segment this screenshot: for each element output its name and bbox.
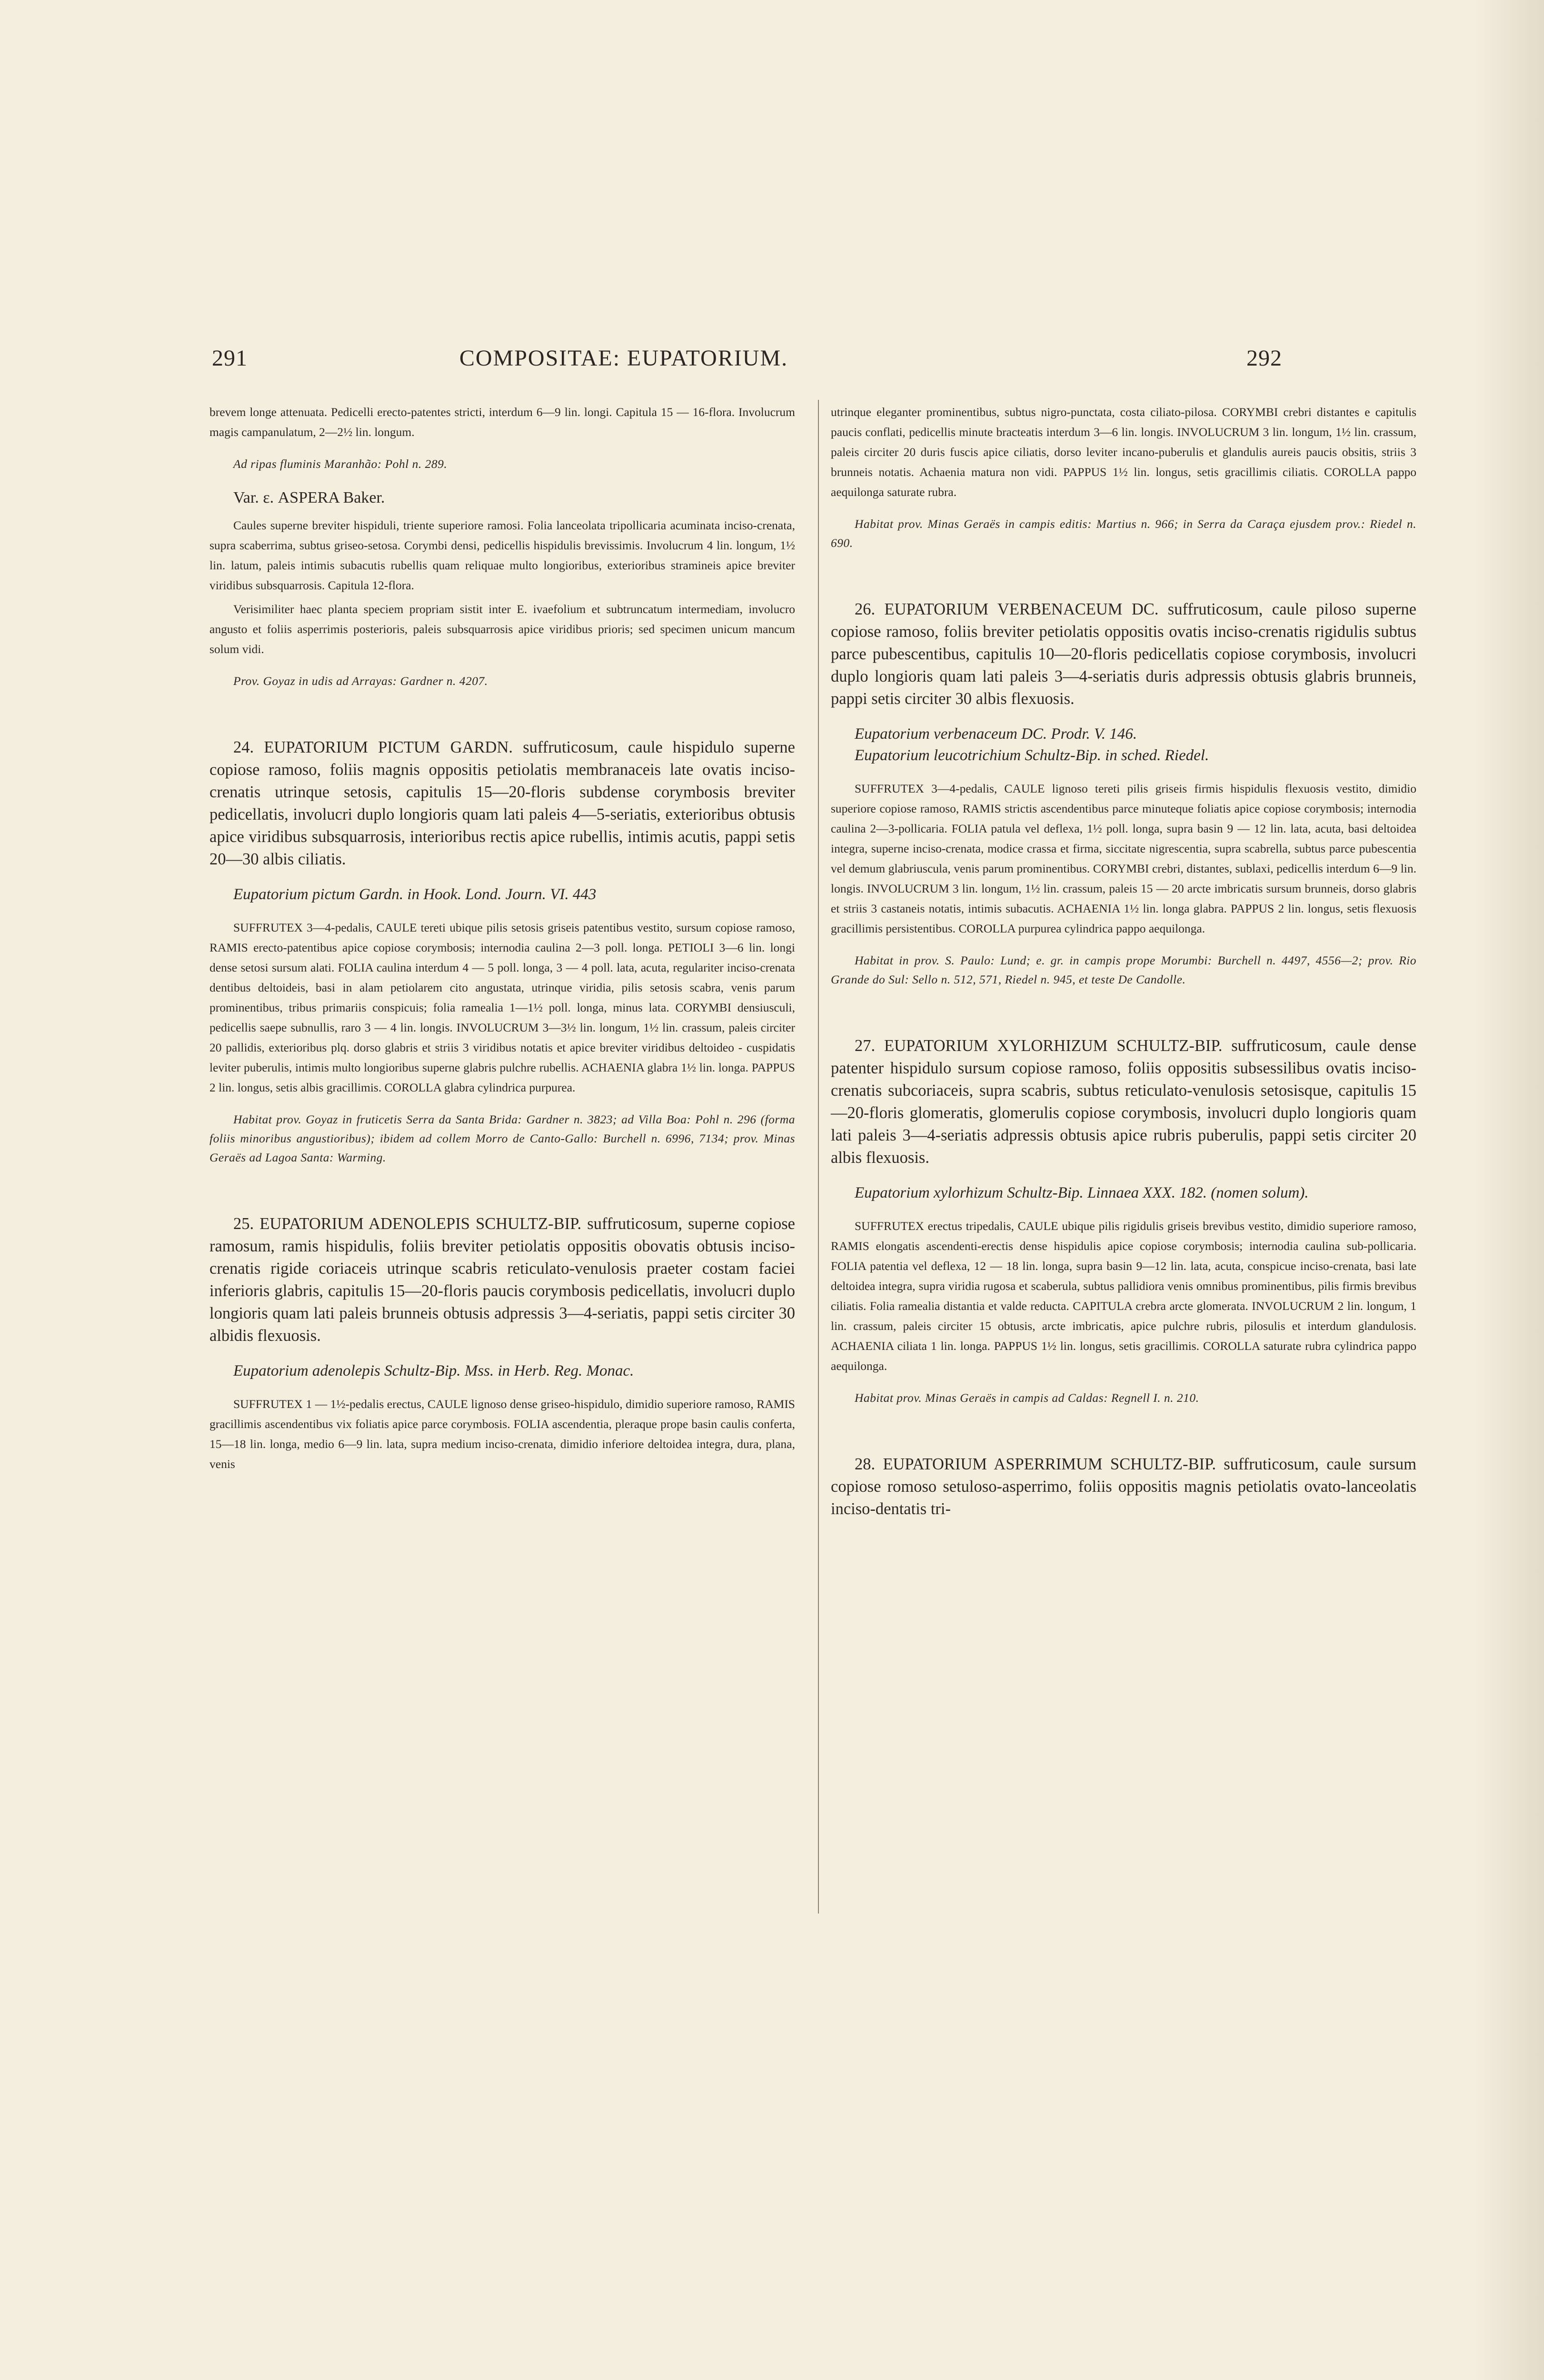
species-diagnosis-28: 28. EUPATORIUM ASPERRIMUM SCHULTZ-BIP. suffruticosum, caule sursum copiose romoso setuloso-asperrimo, foliis oppositis magnis petiolatis ovato-lanceolatis inciso-dentatis tri- [831, 1455, 1416, 1518]
species-description-26: SUFFRUTEX 3—4-pedalis, CAULE lignoso tereti pilis griseis firmis hispidulis flexuosis vestito, dimidio superiore copiose ramoso, RAMIS strictis ascendentibus parce minuteque foliatis apice copiose corymbosis; internodia caulina 2—3-pollicaria. FOLIA patula vel deflexa, 1½ poll. longa, supra basin 9 — 12 lin. lata, acuta, basi deltoidea integra, superne inciso-crenata, modice crassa et firma, siccitate nigrescentia, supra scabrella, subtus parce pubescentia vel demum glabriuscula, venis parum prominentibus. CORYMBI crebri, distantes, sublaxi, pedicellis interdum 6—9 lin. longis. INVOLUCRUM 3 lin. longum, 1½ lin. crassum, paleis 15 — 20 arcte imbricatis sursum brunneis, dorso glabris et striis 3 castaneis notatis, intimis subacutis. ACHAENIA 1½ lin. longa glabra. PAPPUS 2 lin. longus, setis flexuosis gracillimis persistentibus. COROLLA purpurea cylindrica pappo aequilonga. [831, 782, 1416, 935]
right-column [831, 402, 1416, 1529]
page-number-right: 292 [1246, 346, 1282, 371]
variety-heading: Var. ε. ASPERA Baker. [233, 489, 385, 506]
species-diagnosis-26: 26. EUPATORIUM VERBENACEUM DC. suffruticosum, caule piloso superne copiose ramoso, foliis breviter petiolatis oppositis ovatis inciso-crenatis rigidulis subtus parce pubescentibus, capitulis 10—20-floris pedicellatis copiose corymbosis, involucri duplo longioris quam lati paleis 3—4-seriatis duris adpressis obtusis glabris brunneis, pappi setis circiter 30 albis flexuosis. [831, 600, 1416, 708]
variety-description: Caules superne breviter hispiduli, triente superiore ramosi. Folia lanceolata tripollicaria acuminata inciso-crenata, supra scaberrima, subtus griseo-setosa. Corymbi densi, pedicellis hispidulis brevissimis. Involucrum 4 lin. longum, 1½ lin. latum, paleis intimis subacutis rubellis quam reliquae multo longioribus, exterioribus stramineis apice breviter viridibus subsquarrosis. Capitula 12-flora. [209, 518, 795, 592]
page-edge-shadow [1473, 0, 1544, 2380]
left-column [209, 402, 795, 1478]
synonym-line: Eupatorium verbenaceum DC. Prodr. V. 146. [855, 725, 1137, 743]
synonym-line: Eupatorium leucotrichium Schultz-Bip. in sched. Riedel. [855, 747, 1209, 764]
synonym-line: Eupatorium xylorhizum Schultz-Bip. Linnaea XXX. 182. (nomen solum). [855, 1184, 1309, 1201]
synonymy-26 [855, 724, 1416, 766]
synonymy-27 [855, 1182, 1416, 1204]
synonymy-24 [233, 884, 795, 905]
habitat-note: Ad ripas fluminis Maranhão: Pohl n. 289. [233, 457, 448, 471]
habitat-24: Habitat prov. Goyaz in fruticetis Serra da Santa Brida: Gardner n. 3823; ad Villa Boa: Pohl n. 296 (forma foliis minoribus angustioribus); ibidem ad collem Morro de Canto-Gallo: Burchell n. 6996, 7134; prov. Minas Geraës ad Lagoa Santa: Warming. [209, 1112, 795, 1164]
habitat-26: Habitat in prov. S. Paulo: Lund; e. gr. in campis prope Morumbi: Burchell n. 4497, 4556—2; prov. Rio Grande do Sul: Sello n. 512, 571, Riedel n. 945, et teste De Candolle. [831, 953, 1416, 986]
species-description-25: SUFFRUTEX 1 — 1½-pedalis erectus, CAULE lignoso dense griseo-hispidulo, dimidio superiore ramoso, RAMIS gracillimis ascendentibus vix foliatis apice parce corymbosis. FOLIA ascendentia, pleraque prope basin caulis conferta, 15—18 lin. longa, medio 6—9 lin. lata, supra medium inciso-crenata, dimidio inferiore deltoidea integra, dura, plana, venis [209, 1397, 795, 1471]
species-diagnosis-24: 24. EUPATORIUM PICTUM GARDN. suffruticosum, caule hispidulo superne copiose ramoso, foliis magnis oppositis petiolatis membranaceis late ovatis inciso-crenatis utrinque setosis, capitulis 15—20-floris subdense corymbosis breviter pedicellatis, involucri duplo longioris quam lati paleis 4—5-seriatis, exterioribus obtusis apice viridibus subsquarrosis, interioribus rectis apice rubellis, intimis acutis, pappi setis 20—30 albis ciliatis. [209, 738, 795, 868]
species-description-27: SUFFRUTEX erectus tripedalis, CAULE ubique pilis rigidulis griseis brevibus vestito, dimidio superiore ramoso, RAMIS elongatis ascendenti-erectis dense hispidulis apice copiose corymbosis; internodia caulina sub-pollicaria. FOLIA patentia vel deflexa, 12 — 18 lin. longa, supra basin 9—12 lin. lata, acuta, conspicue inciso-crenata, basi late deltoidea integra, supra viridia rugosa et scaberula, subtus pallidiora venis omnibus prominentibus, pilis firmis brevibus ciliatis. Folia ramealia distantia et valde reducta. CAPITULA crebra arcte glomerata. INVOLUCRUM 2 lin. longum, 1 lin. crassum, paleis circiter 15 obtusis, arcte imbricatis, apice pulchre rubris, pilosulis et interdum glandulosis. ACHAENIA ciliata 1 lin. longa. PAPPUS 1½ lin. longus, setis gracillimis. COROLLA saturate rubra cylindrica pappo aequilonga. [831, 1219, 1416, 1373]
habitat-25: Habitat prov. Minas Geraës in campis editis: Martius n. 966; in Serra da Caraça ejusdem prov.: Riedel n. 690. [831, 517, 1416, 550]
column-divider [818, 400, 819, 1914]
species-description-24: SUFFRUTEX 3—4-pedalis, CAULE tereti ubique pilis setosis griseis patentibus vestito, sursum copiose ramoso, RAMIS erecto-patentibus apice copiose corymbosis; internodia caulina 2—3 poll. longa. PETIOLI 3—6 lin. longi dense setosi sursum alati. FOLIA caulina interdum 4 — 5 poll. longa, 3 — 4 poll. lata, acuta, regulariter inciso-crenata dentibus deltoideis, basi in alam petiolarem cito angustata, utrinque viridia, pilis setosis scabra, venis parum prominentibus, tribus primariis conspicuis; folia ramealia 1—1½ poll. longa, minus lata. CORYMBI densiusculi, pedicellis saepe subnullis, raro 3 — 4 lin. longis. INVOLUCRUM 3—3½ lin. longum, 1½ lin. crassum, paleis circiter 20 pallidis, exterioribus plq. dorso glabris et striis 3 viridibus notatis et apice breviter viridibus deltoideo - cuspidatis leviter puberulis, intimis multo longioribus superne glabris pulchre rubellis. ACHAENIA glabra 1½ lin. longa. PAPPUS 2 lin. longus, setis albis gracillimis. COROLLA glabra cylindrica purpurea. [209, 921, 795, 1094]
species-diagnosis-25: 25. EUPATORIUM ADENOLEPIS SCHULTZ-BIP. suffruticosum, superne copiose ramosum, ramis hispidulis, foliis breviter petiolatis oppositis obovatis obtusis inciso-crenatis rigide coriaceis utrinque scabris reticulato-venulosis praeter costam faciei inferioris glabris, capitulis 15—20-floris paucis corymbosis pedicellatis, involucri duplo longioris quam lati paleis brunneis obtusis adpressis 3—4-seriatis, pappi setis circiter 30 albidis flexuosis. [209, 1215, 795, 1345]
variety-remark: Verisimiliter haec planta speciem propriam sistit inter E. ivaefolium et subtruncatum intermediam, involucro angusto et foliis asperrimis posterioris, paleis subsquarrosis apice viridibus prioris; sed specimen unicum mancum solum vidi. [209, 602, 795, 656]
continued-description: utrinque eleganter prominentibus, subtus nigro-punctata, costa ciliato-pilosa. CORYMBI crebri distantes e capitulis paucis conflati, pedicellis minute bracteatis interdum 3—6 lin. longis. INVOLUCRUM 3 lin. longum, 1½ lin. crassum, paleis circiter 20 duris fuscis apice ciliatis, dorso leviter incano-puberulis et glandulis aureis paucis obsitis, striis 3 brunneis notatis. Achaenia matura non vidi. PAPPUS 1½ lin. longus, setis gracillimis ciliatis. COROLLA pappo aequilonga saturate rubra. [831, 405, 1416, 499]
continued-description: brevem longe attenuata. Pedicelli erecto-patentes stricti, interdum 6—9 lin. longi. Capitula 15 — 16-flora. Involucrum magis campanulatum, 2—2½ lin. longum. [209, 405, 795, 439]
habitat-27: Habitat prov. Minas Geraës in campis ad Caldas: Regnell I. n. 210. [855, 1391, 1199, 1405]
habitat-note: Prov. Goyaz in udis ad Arrayas: Gardner n. 4207. [233, 674, 488, 688]
running-title: COMPOSITAE: EUPATORIUM. [459, 346, 788, 371]
synonym-line: Eupatorium pictum Gardn. in Hook. Lond. Journ. VI. 443 [233, 886, 597, 903]
species-diagnosis-27: 27. EUPATORIUM XYLORHIZUM SCHULTZ-BIP. suffruticosum, caule dense patenter hispidulo sursum copiose ramoso, foliis oppositis subsessilibus ovatis inciso-crenatis subcoriaceis, supra scabris, subtus reticulato-venulosis setosisque, capitulis 15—20-floris glomeratis, glomerulis copiose corymbosis, involucri duplo longioris quam lati paleis 3—4-seriatis adpressis obtusis apice rubris puberulis, pappi setis circiter 20 albis flexuosis. [831, 1037, 1416, 1167]
synonymy-25 [233, 1360, 795, 1382]
page-number-left: 291 [212, 346, 248, 371]
synonym-line: Eupatorium adenolepis Schultz-Bip. Mss. in Herb. Reg. Monac. [233, 1362, 634, 1379]
